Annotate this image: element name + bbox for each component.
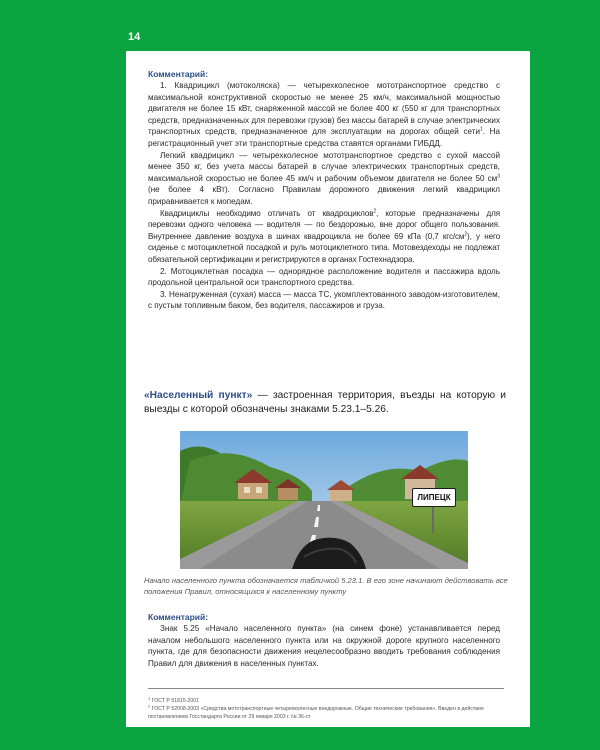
paragraph-seating: 2. Мотоциклетная посадка — однорядное расположение водителя и пассажира вдоль продольной центральной оси транспортного средства.	[148, 266, 500, 288]
footnote-text: ГОСТ Р 51815-2001	[151, 698, 200, 704]
definition-text: — застроенная территория, въезды на которую и выезды с которой обозначены знаками 5.23.1–5.26.	[144, 390, 506, 415]
settlement-sign: ЛИПЕЦК	[412, 488, 456, 507]
footnote-ref[interactable]: 1	[479, 126, 483, 133]
paragraph-quad-bikes	[148, 208, 500, 266]
comment-heading: Комментарий:	[148, 612, 209, 622]
paragraph-text: Квадрициклы необходимо отличать от квадроциклов	[160, 208, 374, 218]
definition-settlement	[144, 389, 506, 417]
sign-pole	[432, 507, 434, 533]
paragraph-quadricycle	[148, 80, 500, 150]
page-sheet	[126, 51, 530, 727]
paragraph-text: , которые предназначены для перевозки одного человека — водителя — по бездорожью, вне дорог общего пользования. Внутреннее давление воздуха в шинах квадроцикла не более 69 кПа (0,7 кгс/см	[148, 208, 500, 241]
footnote-number: 2	[148, 703, 151, 709]
footnote-2	[148, 705, 504, 721]
page-number: 14	[128, 31, 141, 43]
figure-caption: Начало населенного пункта обозначается табличкой 5.23.1. В его зоне начинают действовать все положения Правил, относящихся к населенному пункту	[144, 576, 508, 597]
superscript: 2	[464, 231, 468, 238]
paragraph-light-quadricycle	[148, 150, 500, 208]
paragraph-text: Легкий квадрицикл — четырехколесное мототранспортное средство с сухой массой менее 350 кг, без учета массы батарей в случае электрических транспортных средств, максимальной скоростью не более 45 км/ч и рабочим объемом двигателя не более 50 см	[148, 150, 500, 183]
footnote-ref[interactable]: 2	[373, 207, 377, 214]
paragraph-text: (не более 4 кВт). Согласно Правилам дорожного движения легкий квадрицикл приравнивается к мопедам.	[148, 185, 500, 206]
paragraph-text: ), у него сиденье с мотоциклетной посадкой и руль мотоциклетного типа. Мотовездеходы не подлежат обязательной сертификации и регистрируются в органах Гостехнадзора.	[148, 231, 500, 264]
paragraph-dry-mass: 3. Ненагруженная (сухая) масса — масса ТС, укомплектованного заводом-изготовителем, с пустым топливным баком, без водителя, пассажиров и груза.	[148, 289, 500, 311]
footnote-1	[148, 697, 504, 705]
footnote-text: ГОСТ Р 52008-2003 «Средства мототранспортные четырехколесные внедорожные. Общие технические требования». Введен в действие постановлением Госстандарта России от 29 января 2003 г. № 36-ст	[148, 706, 484, 721]
comment-block-1	[148, 69, 500, 312]
definition-term: «Населенный пункт»	[144, 390, 253, 401]
paragraph-text: . На регистрационный учет эти транспортные средства ставятся органами ГИБДД.	[148, 127, 500, 148]
road-photo	[180, 431, 468, 569]
footnote-number: 1	[148, 695, 151, 701]
comment-block-2	[148, 612, 500, 669]
footnotes	[148, 688, 504, 722]
comment-heading: Комментарий:	[148, 69, 209, 79]
paragraph-sign-5-25: Знак 5.25 «Начало населенного пункта» (на синем фоне) устанавливается перед началом небольшого населенного пункта или на окружной дороге крупного населенного пункта, где для безопасности движения нецелесообразно вводить требования соблюдения Правил для движения в населенных пунктах.	[148, 624, 500, 668]
superscript: 3	[497, 173, 500, 180]
paragraph-text: 1. Квадрицикл (мотоколяска) — четырехколесное мототранспортное средство с максимальной конструктивной скоростью не менее 25 км/ч, максимальной мощностью двигателя не более 15 кВт, снаряженной массой не более 400 кг (550 кг для транспортных средств, предназначенных для перевозки грузов) без массы батарей в случае электрических транспортных средств, предназначенное для эксплуатации на дорогах общей сети	[148, 81, 500, 137]
